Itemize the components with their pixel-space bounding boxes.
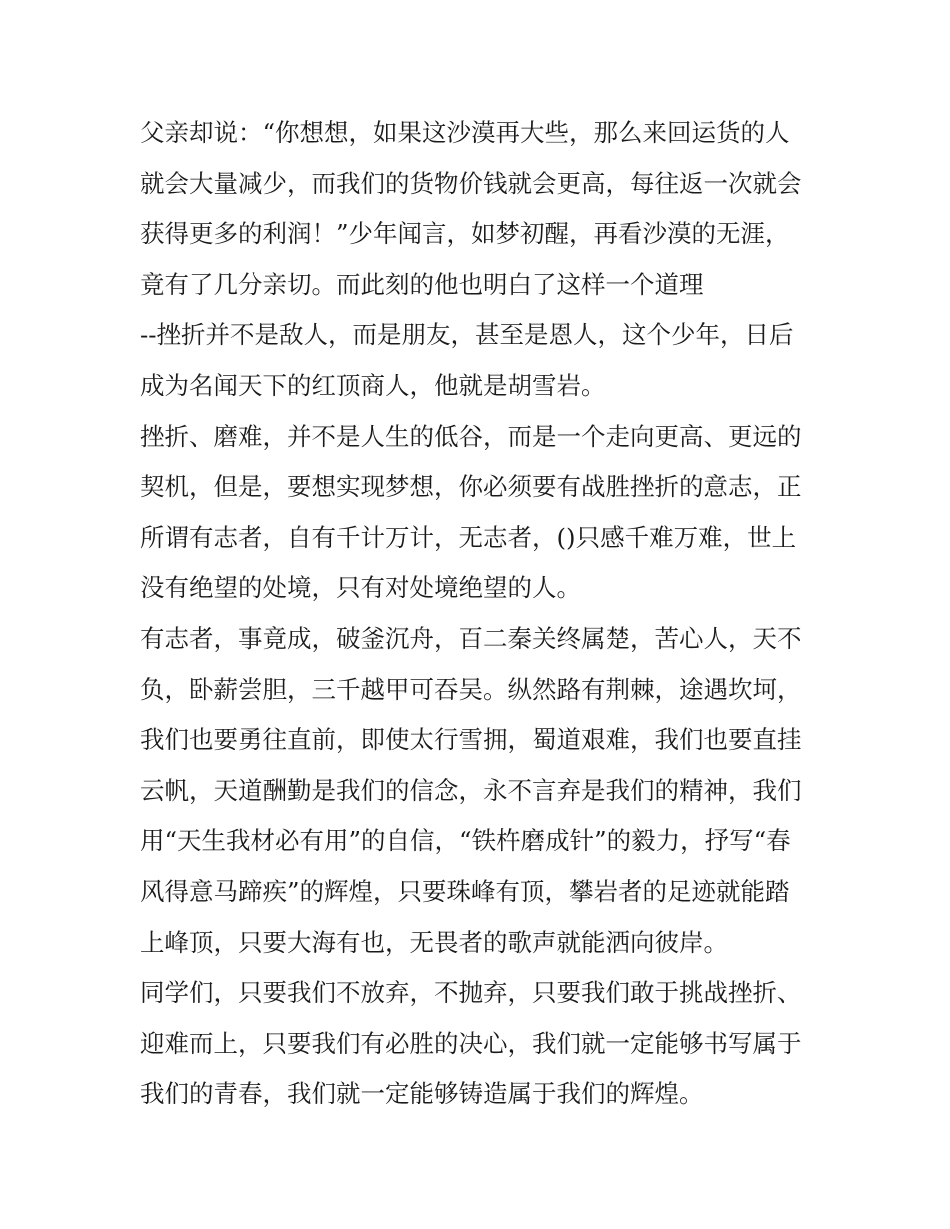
- text-line: 风得意马蹄疾”的辉煌，只要珠峰有顶，攀岩者的足迹就能踏: [140, 876, 790, 906]
- text-line: 我们的青春，我们就一定能够铸造属于我们的辉煌。: [140, 1079, 704, 1109]
- text-line: 我们也要勇往直前，即使太行雪拥，蜀道艰难，我们也要直挂: [140, 725, 802, 755]
- text-line: --挫折并不是敌人，而是朋友，甚至是恩人，这个少年，日后: [140, 320, 794, 350]
- text-line: 同学们，只要我们不放弃，不抛弃，只要我们敢于挑战挫折、: [140, 978, 802, 1008]
- text-line: 上峰顶，只要大海有也，无畏者的歌声就能洒向彼岸。: [140, 927, 728, 957]
- paragraph-4: [140, 968, 820, 1120]
- text-line: 父亲却说：“你想想，如果这沙漠再大些，那么来回运货的人: [140, 118, 790, 147]
- paragraph-1: [140, 108, 820, 412]
- text-line: 挫折、磨难，并不是人生的低谷，而是一个走向更高、更远的: [140, 421, 802, 451]
- text-line: 获得更多的利润！”少年闻言，如梦初醒，再看沙漠的无涯，: [140, 219, 790, 249]
- text-line: 成为名闻天下的红顶商人，他就是胡雪岩。: [140, 370, 606, 400]
- text-line: 云帆，天道酬勤是我们的信念，永不言弃是我们的精神，我们: [140, 775, 802, 805]
- text-line: 没有绝望的处境，只有对处境绝望的人。: [140, 573, 581, 603]
- text-line: 就会大量减少，而我们的货物价钱就会更高，每往返一次就会: [140, 168, 802, 198]
- text-line: 用“天生我材必有用”的自信，“铁杵磨成针”的毅力，抒写“春: [140, 826, 791, 856]
- text-line: 契机，但是，要想实现梦想，你必须要有战胜挫折的意志，正: [140, 472, 802, 502]
- paragraph-3: [140, 614, 820, 968]
- text-line: 负，卧薪尝胆，三千越甲可吞吴。纵然路有荆棘，途遇坎坷，: [140, 674, 802, 704]
- text-line: 竟有了几分亲切。而此刻的他也明白了这样一个道理: [140, 269, 704, 299]
- paragraph-2: [140, 412, 820, 614]
- text-line: 迎难而上，只要我们有必胜的决心，我们就一定能够书写属于: [140, 1028, 802, 1058]
- text-line: 有志者，事竟成，破釜沉舟，百二秦关终属楚，苦心人，天不: [140, 623, 802, 653]
- document-page: [140, 108, 820, 1120]
- text-line: 所谓有志者，自有千计万计，无志者，()只感千难万难，世上: [140, 522, 797, 552]
